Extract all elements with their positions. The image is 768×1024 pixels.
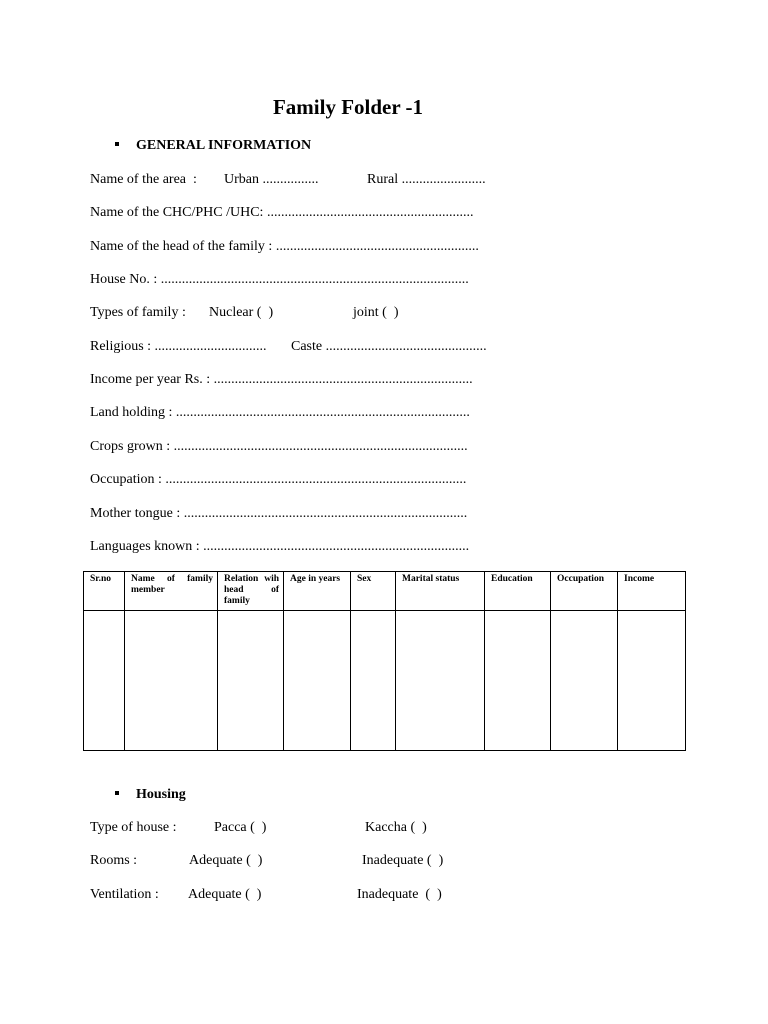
table-cell[interactable] xyxy=(284,611,351,751)
area-row xyxy=(90,172,690,190)
area-label: Name of the area : xyxy=(90,172,197,187)
kaccha-option: Kaccha ( ) xyxy=(365,820,427,835)
column-header-occupation: Occupation xyxy=(551,572,618,611)
rural-field: Rural ........................ xyxy=(367,172,486,187)
house-no-field: House No. : ........................................................................................ xyxy=(90,272,469,287)
joint-option: joint ( ) xyxy=(353,305,399,320)
column-header-sex: Sex xyxy=(351,572,396,611)
family-members-table xyxy=(83,571,686,751)
table-cell[interactable] xyxy=(618,611,686,751)
rooms-adequate-option: Adequate ( ) xyxy=(189,853,263,868)
column-header-age: Age in years xyxy=(284,572,351,611)
table-cell[interactable] xyxy=(351,611,396,751)
column-header-name: Name of family member xyxy=(125,572,218,611)
languages-known-field: Languages known : ............................................................................ xyxy=(90,539,470,554)
table-cell[interactable] xyxy=(551,611,618,751)
crops-grown-field: Crops grown : .................................................................................... xyxy=(90,439,468,454)
religion-row xyxy=(90,339,690,357)
column-header-relation: Relation wih head of family xyxy=(218,572,284,611)
ventilation-row xyxy=(90,887,690,905)
table-cell[interactable] xyxy=(396,611,485,751)
column-header-education: Education xyxy=(485,572,551,611)
rooms-row xyxy=(90,853,690,871)
column-header-sr-no: Sr.no xyxy=(84,572,125,611)
table-cell[interactable] xyxy=(485,611,551,751)
caste-field: Caste .............................................. xyxy=(291,339,487,354)
table-cell[interactable] xyxy=(125,611,218,751)
general-heading-text: GENERAL INFORMATION xyxy=(136,138,312,153)
chc-field: Name of the CHC/PHC /UHC: ........................................................... xyxy=(90,205,474,220)
house-type-label: Type of house : xyxy=(90,820,177,835)
housing-heading xyxy=(115,787,186,803)
pacca-option: Pacca ( ) xyxy=(214,820,267,835)
family-type-label: Types of family : xyxy=(90,305,186,320)
income-field: Income per year Rs. : .......................................................................... xyxy=(90,372,473,387)
nuclear-option: Nuclear ( ) xyxy=(209,305,274,320)
housing-heading-text: Housing xyxy=(136,787,186,802)
religious-field: Religious : ................................ xyxy=(90,339,267,354)
page-title: Family Folder -1 xyxy=(272,95,424,119)
table-row xyxy=(84,611,686,751)
table-header-row xyxy=(84,572,686,611)
mother-tongue-field: Mother tongue : ................................................................................. xyxy=(90,506,468,521)
occupation-field: Occupation : ...................................................................................... xyxy=(90,472,467,487)
land-holding-field: Land holding : .................................................................................... xyxy=(90,405,470,420)
column-header-marital-status: Marital status xyxy=(396,572,485,611)
house-type-row xyxy=(90,820,690,838)
table-cell[interactable] xyxy=(218,611,284,751)
table-cell[interactable] xyxy=(84,611,125,751)
urban-field: Urban ................ xyxy=(224,172,319,187)
general-information-heading xyxy=(115,138,311,154)
bullet-icon xyxy=(115,791,119,795)
ventilation-adequate-option: Adequate ( ) xyxy=(188,887,262,902)
ventilation-label: Ventilation : xyxy=(90,887,159,902)
ventilation-inadequate-option: Inadequate ( ) xyxy=(357,887,442,902)
family-type-row xyxy=(90,305,690,323)
head-of-family-field: Name of the head of the family : .......................................................... xyxy=(90,239,479,254)
rooms-label: Rooms : xyxy=(90,853,138,868)
rooms-inadequate-option: Inadequate ( ) xyxy=(362,853,444,868)
bullet-icon xyxy=(115,142,119,146)
column-header-income: Income xyxy=(618,572,686,611)
